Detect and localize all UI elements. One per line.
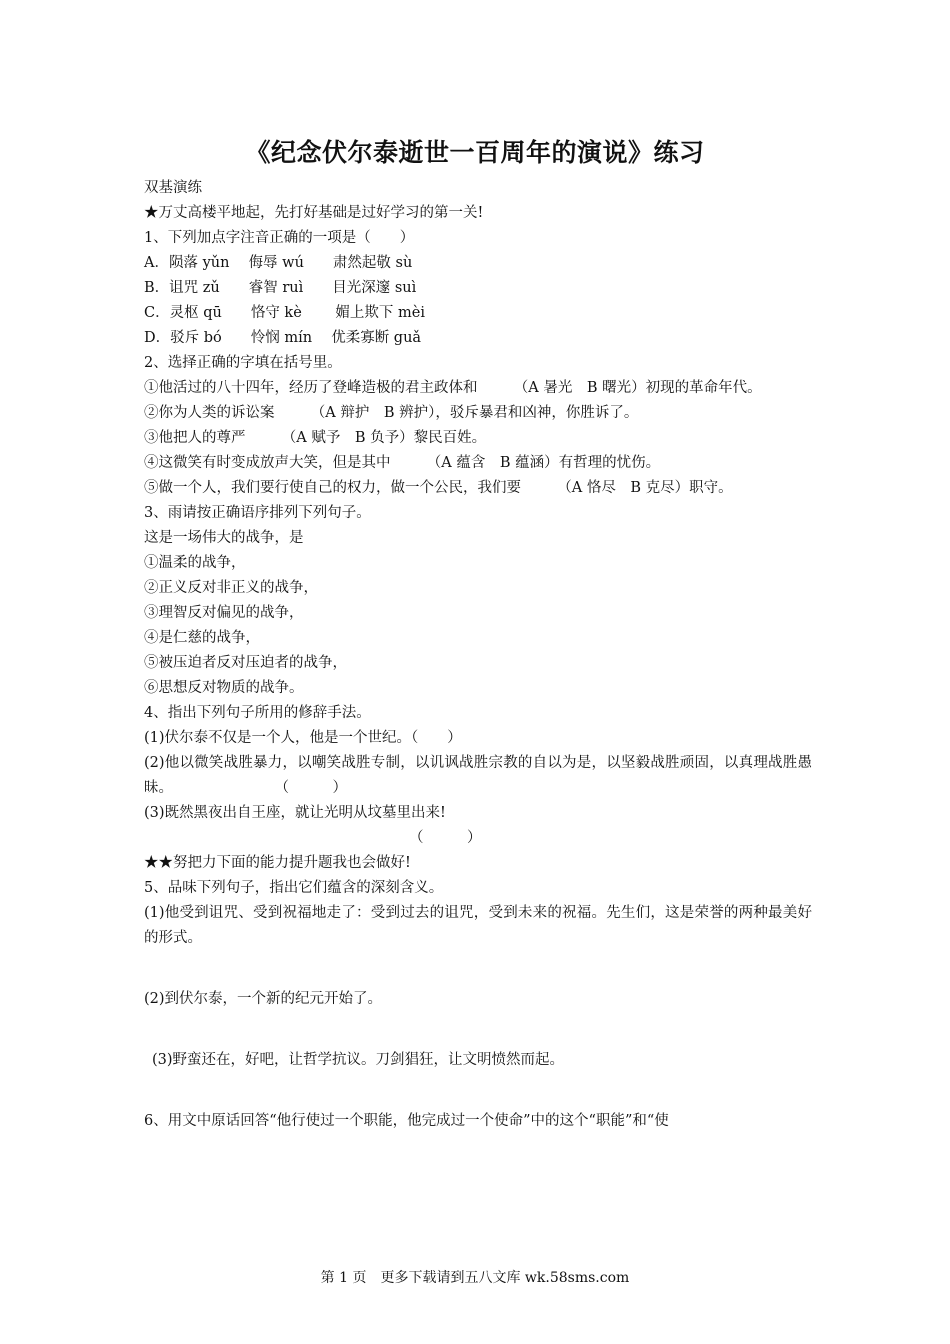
q5-item-3: (3)野蛮还在，好吧，让哲学抗议。刀剑猖狂，让文明愤然而起。 xyxy=(152,1052,565,1068)
basic-intro: ★万丈高楼平地起，先打好基础是过好学习的第一关! xyxy=(144,205,484,221)
page-footer: 第 1 页 更多下载请到五八文库 wk.58sms.com xyxy=(320,1270,630,1286)
advanced-intro: ★★努把力下面的能力提升题我也会做好! xyxy=(144,855,411,871)
q4-stem: 4、指出下列句子所用的修辞手法。 xyxy=(144,705,371,721)
q1-stem: 1、下列加点字注音正确的一项是（ ） xyxy=(144,230,415,246)
q3-item-3: ③理智反对偏见的战争， xyxy=(144,605,304,621)
q6-stem: 6、用文中原话回答“他行使过一个职能，他完成过一个使命”中的这个“职能”和“使 xyxy=(144,1113,669,1129)
q3-item-6: ⑥思想反对物质的战争。 xyxy=(144,680,304,696)
q3-lead: 这是一场伟大的战争，是 xyxy=(144,530,304,546)
exercise-body xyxy=(144,176,812,1134)
q2-item-5: ⑤做一个人，我们要行使自己的权力，做一个公民，我们要 （A 恪尽 B 克尽）职守。 xyxy=(144,480,733,496)
q5-item-1: (1)他受到诅咒、受到祝福地走了：受到过去的诅咒，受到未来的祝福。先生们，这是荣誉的两种最美好的形式。 xyxy=(144,905,812,946)
page-title: 《纪念伏尔泰逝世一百周年的演说》练习 xyxy=(245,138,705,167)
q3-stem: 3、雨请按正确语序排列下列句子。 xyxy=(144,505,371,521)
answer-space xyxy=(144,1012,812,1048)
q4-item-2: (2)他以微笑战胜暴力，以嘲笑战胜专制，以讥讽战胜宗教的自以为是，以坚毅战胜顽固，以真理战胜愚昧。 （ ） xyxy=(144,755,812,796)
q3-item-2: ②正义反对非正义的战争， xyxy=(144,580,318,596)
q5-item-2: (2)到伏尔泰，一个新的纪元开始了。 xyxy=(144,991,383,1007)
q1-option-d: D．驳斥 bó 怜悯 mín 优柔寡断 guǎ xyxy=(144,330,422,346)
q1-option-b: B．诅咒 zǔ 睿智 ruì 目光深邃 suì xyxy=(144,280,417,296)
q4-item-3-answer-bracket: （ ） xyxy=(409,830,482,846)
q4-item-3: (3)既然黑夜出自王座，就让光明从坟墓里出来! xyxy=(144,805,446,821)
q3-item-1: ①温柔的战争， xyxy=(144,555,246,571)
section-label: 双基演练 xyxy=(144,180,202,196)
answer-space xyxy=(144,1073,812,1109)
q4-item-1: (1)伏尔泰不仅是一个人，他是一个世纪。（ ） xyxy=(144,730,462,746)
q3-item-4: ④是仁慈的战争， xyxy=(144,630,260,646)
q1-option-c: C．灵枢 qū 恪守 kè 媚上欺下 mèi xyxy=(144,305,425,321)
q5-stem: 5、品味下列句子，指出它们蕴含的深刻含义。 xyxy=(144,880,444,896)
q3-item-5: ⑤被压迫者反对压迫者的战争， xyxy=(144,655,347,671)
q2-item-1: ①他活过的八十四年，经历了登峰造极的君主政体和 （A 暑光 B 曙光）初现的革命年代。 xyxy=(144,380,762,396)
q2-item-3: ③他把人的尊严 （A 赋予 B 负予）黎民百姓。 xyxy=(144,430,487,446)
q2-stem: 2、选择正确的字填在括号里。 xyxy=(144,355,342,371)
q2-item-2: ②你为人类的诉讼案 （A 辩护 B 辨护），驳斥暴君和凶神，你胜诉了。 xyxy=(144,405,639,421)
q2-item-4: ④这微笑有时变成放声大笑，但是其中 （A 蕴含 B 蕴涵）有哲理的忧伤。 xyxy=(144,455,661,471)
answer-space xyxy=(144,951,812,987)
q1-option-a: A．陨落 yǔn 侮辱 wú 肃然起敬 sù xyxy=(144,255,413,271)
